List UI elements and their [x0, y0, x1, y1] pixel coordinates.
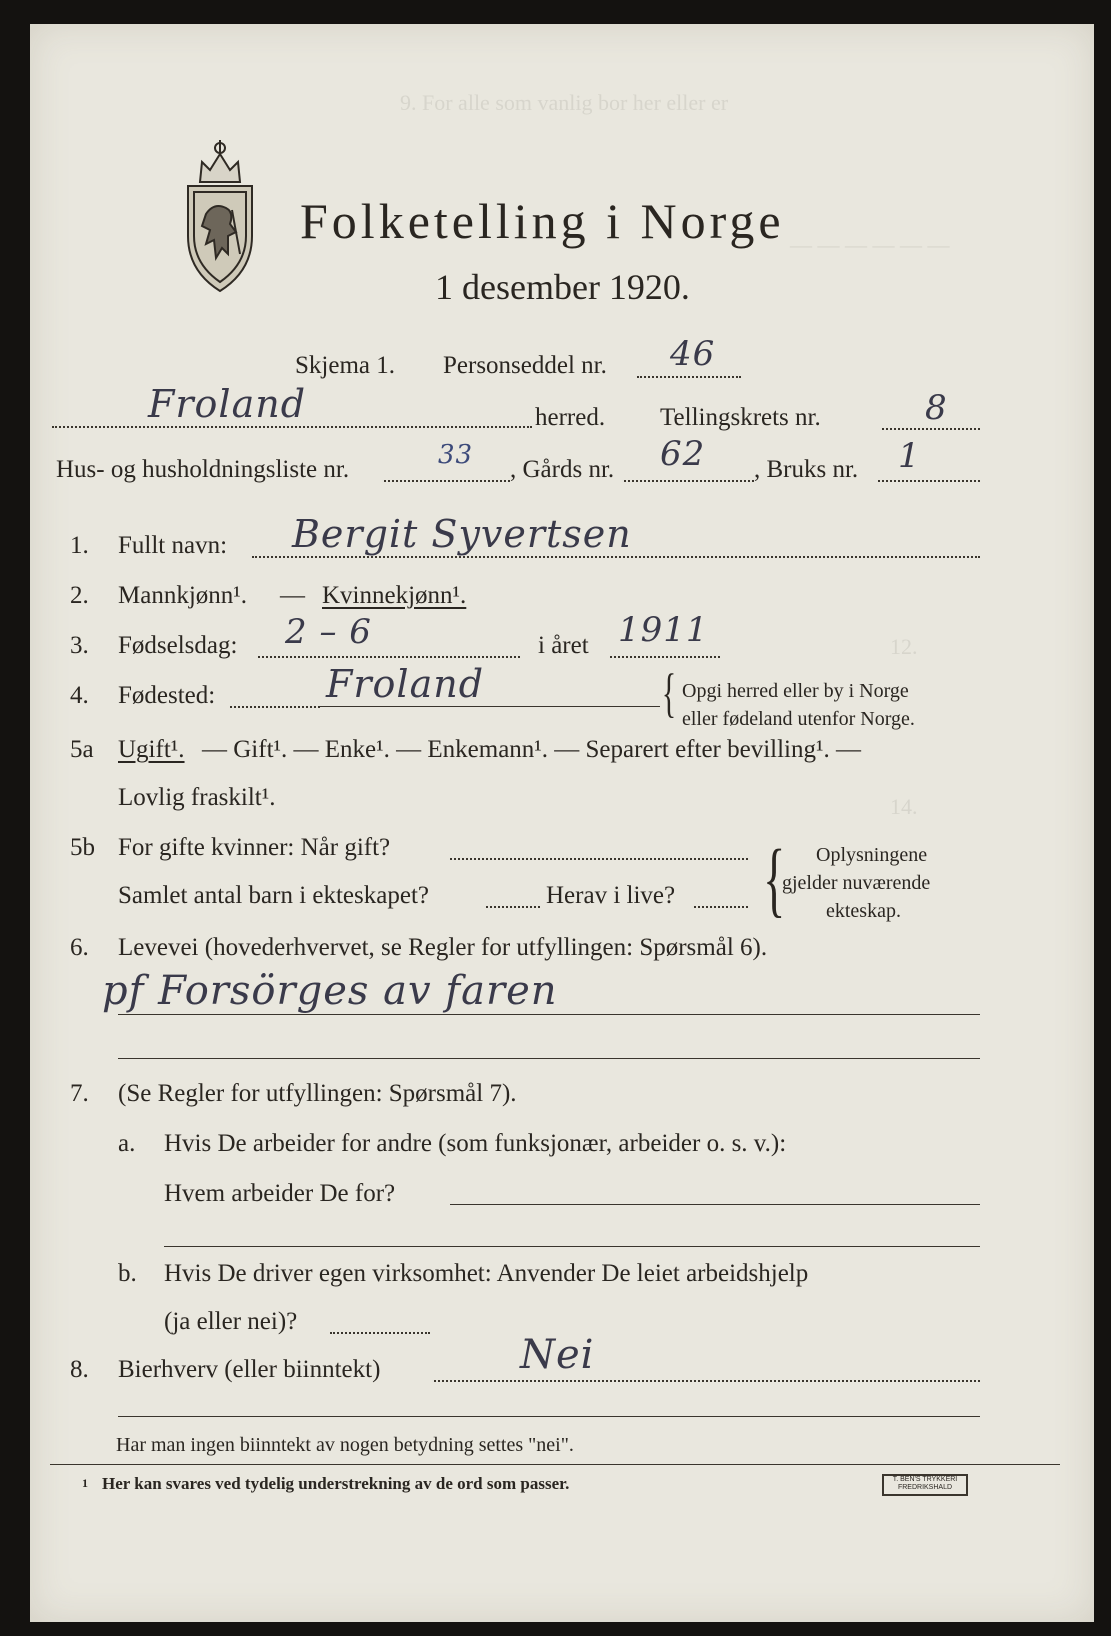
birthplace-note-line1: Opgi herred eller by i Norge	[682, 680, 909, 702]
skjema-label: Skjema 1.	[295, 352, 395, 379]
q5a-number: 5a	[70, 736, 94, 763]
herred-value[interactable]: Froland	[148, 382, 307, 426]
side-income-label: Bierhverv (eller biinntekt)	[118, 1356, 381, 1383]
occupation-label: Levevei (hovederhvervet, se Regler for utfyllingen: Spørsmål 6).	[118, 934, 768, 961]
birthplace-dotline	[230, 706, 320, 708]
tellingskrets-line	[882, 428, 980, 430]
q7a-question: Hvis De arbeider for andre (som funksjonær, arbeider o. s. v.):	[164, 1130, 787, 1157]
married-when-line	[450, 858, 748, 860]
side-income-note: Har man ingen biinntekt av nogen betydning settes "nei".	[116, 1434, 574, 1456]
footnote-mark: 1	[82, 1476, 88, 1490]
footnote-text: Her kan svares ved tydelig understrekning av de ord som passer.	[102, 1474, 570, 1493]
occupation-line-2	[118, 1058, 980, 1059]
marriage-note-line3: ekteskap.	[826, 900, 901, 922]
married-when-label: For gifte kvinner: Når gift?	[118, 834, 391, 861]
gards-label: , Gårds nr.	[510, 456, 615, 483]
sex-male-option[interactable]: Mannkjønn¹.	[118, 582, 248, 609]
birthplace-value[interactable]: Froland	[326, 662, 485, 706]
census-form-page	[30, 24, 1094, 1622]
husliste-label: Hus- og husholdningsliste nr.	[56, 456, 350, 483]
birthdate-label: Fødselsdag:	[118, 632, 238, 659]
personseddel-value[interactable]: 46	[670, 334, 716, 374]
side-income-line	[434, 1380, 980, 1382]
children-total-label: Samlet antal barn i ekteskapet?	[118, 882, 429, 909]
birth-year-value[interactable]: 1911	[618, 610, 709, 650]
full-name-value[interactable]: Bergit Syvertsen	[292, 512, 632, 556]
herred-label: herred.	[535, 404, 606, 431]
q2-number: 2.	[70, 582, 89, 609]
bruks-value[interactable]: 1	[898, 436, 921, 476]
form-title: Folketelling i Norge	[300, 193, 785, 249]
q6-number: 6.	[70, 934, 89, 961]
bleed-through-text: 9. For alle som vanlig bor her eller er	[400, 90, 729, 115]
tellingskrets-value[interactable]: 8	[925, 388, 948, 428]
side-income-value[interactable]: Nei	[520, 1332, 595, 1378]
personseddel-line	[637, 376, 741, 378]
bruks-label: , Bruks nr.	[754, 456, 859, 483]
children-total-line	[486, 906, 540, 908]
birthplace-note-line2: eller fødeland utenfor Norge.	[682, 708, 915, 730]
hired-help-line[interactable]	[330, 1332, 430, 1334]
birthplace-label: Fødested:	[118, 682, 216, 709]
marriage-note-line2: gjelder nuværende	[782, 872, 931, 894]
q7b-letter: b.	[118, 1260, 137, 1287]
herred-line	[52, 426, 532, 428]
marital-other-options[interactable]: — Gift¹. — Enke¹. — Enkemann¹. — Separert efter bevilling¹. —	[202, 736, 861, 763]
personseddel-label: Personseddel nr.	[443, 352, 607, 379]
birth-year-label: i året	[538, 632, 589, 659]
occupation-line-1	[118, 1014, 980, 1015]
q5b-number: 5b	[70, 834, 95, 861]
employer-line[interactable]	[450, 1204, 980, 1205]
sex-separator: —	[280, 582, 305, 609]
q8-number: 8.	[70, 1356, 89, 1383]
census-date: 1 desember 1920.	[435, 267, 690, 307]
printer-stamp: T. BEN'S TRYKKERI FREDRIKSHALD	[882, 1474, 968, 1496]
bleed-through-text: 14.	[890, 794, 918, 819]
full-name-line	[252, 556, 980, 558]
norway-coat-of-arms-icon	[170, 136, 270, 296]
tellingskrets-label: Tellingskrets nr.	[660, 404, 821, 431]
bleed-through-text: 12.	[890, 634, 918, 659]
full-name-label: Fullt navn:	[118, 532, 228, 559]
q7-number: 7.	[70, 1080, 89, 1107]
children-alive-line	[694, 906, 748, 908]
marital-ugift-option[interactable]: Ugift¹.	[118, 736, 185, 763]
husliste-value[interactable]: 33	[438, 440, 474, 470]
q1-number: 1.	[70, 532, 89, 559]
marriage-note-brace: {	[763, 833, 786, 926]
gards-value[interactable]: 62	[660, 434, 706, 474]
occupation-value[interactable]: pf Forsörges av faren	[102, 968, 558, 1014]
q7b-question: Hvis De driver egen virksomhet: Anvender De leiet arbeidshjelp	[164, 1260, 809, 1287]
side-income-line-2	[118, 1416, 980, 1417]
q7-label: (Se Regler for utfyllingen: Spørsmål 7).	[118, 1080, 517, 1107]
hired-help-label: (ja eller nei)?	[164, 1308, 298, 1335]
bruks-line	[878, 480, 980, 482]
bleed-through-text: — — — — — —	[790, 232, 950, 257]
q7a-letter: a.	[118, 1130, 136, 1157]
birthdate-line	[258, 656, 520, 658]
birthdate-value[interactable]: 2 – 6	[285, 612, 372, 652]
birth-year-line	[610, 656, 720, 658]
q3-number: 3.	[70, 632, 89, 659]
marital-fraskilt-option[interactable]: Lovlig fraskilt¹.	[118, 784, 276, 811]
gards-line	[624, 480, 754, 482]
employer-line-2	[164, 1246, 980, 1247]
employer-label: Hvem arbeider De for?	[164, 1180, 396, 1207]
sex-female-option[interactable]: Kvinnekjønn¹.	[322, 582, 467, 609]
children-alive-label: Herav i live?	[546, 882, 676, 909]
birthplace-line	[320, 706, 660, 707]
footnote-divider	[50, 1464, 1060, 1465]
husliste-line	[384, 480, 510, 482]
marriage-note-line1: Oplysningene	[816, 844, 928, 866]
q4-number: 4.	[70, 682, 89, 709]
birthplace-note-brace: {	[661, 663, 677, 723]
